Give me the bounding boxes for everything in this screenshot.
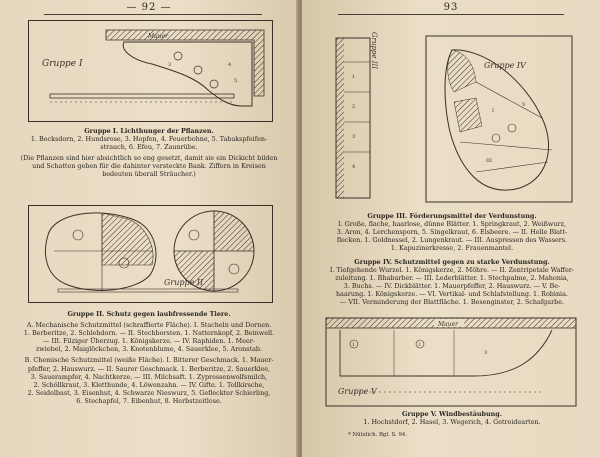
- page-number-left: — 92 —: [126, 2, 172, 13]
- caption-line: A. Mechanische Schutzmittel (schraffierte Fläche). I. Stacheln und Dornen.: [26, 321, 272, 330]
- caption-line: haarung. 1. Königskerze. — VI. Vertikal- und Schlafstellung. 1. Robinia.: [336, 290, 568, 299]
- svg-text:V: V: [522, 102, 526, 108]
- caption-title-3: Gruppe III. Förderungsmittel der Verdunstung.: [367, 212, 537, 220]
- footnote: * Nützlich. Bgl. S. 94.: [348, 432, 408, 438]
- caption-line: 3. Aron, 4. Lerchensporn, 5. Singelkraut, 6. Elsbeere. — II. Helle Blatt-: [336, 228, 568, 237]
- figure-group-1: [28, 20, 273, 122]
- caption-title-4: Gruppe IV. Schutzmittel gegen zu starke Verdunstung.: [354, 258, 550, 266]
- header-rule: [338, 14, 564, 15]
- caption-line: I. Große, flache, haarlose, dünne Blätter. 1. Springkraut, 2. Weißwurz,: [338, 220, 566, 229]
- right-page: [302, 0, 600, 457]
- group-label-5: Gruppe V: [338, 387, 377, 396]
- figure-group-5: [324, 316, 578, 408]
- caption-line: zwiebel, 2. Maiglöckchen, 3. Knotenblume, 4. Sauerklee, 5. Aronstab.: [35, 345, 263, 354]
- caption-title-1: Gruppe I. Lichthunger der Pflanzen.: [84, 127, 214, 135]
- caption-line: I. Tiefgehende Wurzel. 1. Königskerze, 2. Möhre. — II. Zentripetale Waffer-: [329, 266, 575, 275]
- svg-text:3: 3: [352, 134, 356, 140]
- wall-label-5: Mauer: [438, 321, 459, 328]
- caption-group-4: [310, 258, 594, 307]
- svg-text:4: 4: [228, 62, 232, 68]
- group-label-4: Gruppe IV: [484, 61, 526, 70]
- caption-group-2: [6, 310, 292, 405]
- caption-line: 3. Buchs. — IV. Dickblätter. 1. Mauerpfeffer, 2. Hauswurz. — V. Be-: [343, 282, 561, 291]
- caption-line: strauch, 6. Efeu, 7. Zaunrübe.: [100, 143, 198, 152]
- caption-line: 6. Stechapfel, 7. Eibenhut, 8. Herbstzeitlose.: [76, 396, 222, 405]
- caption-line: 1. Bocksdorn, 2. Hundsrose, 3. Hopfen, 4. Feuerbohne, 5. Tabakspfeifen-: [30, 135, 268, 144]
- caption-line: — III. Filziger Überzug. 1. Königskerze. — IV. Raphiden. 1. Meer-: [43, 337, 255, 346]
- caption-line: zuleitung. 1. Rhabarber. — III. Lederblätter. 1. Stechpalme, 2. Mahonia,: [335, 274, 569, 283]
- caption-group-3: [310, 212, 594, 252]
- caption-line: pfeffer, 2. Hauswurz. — II. Saurer Geschmack. 1. Berberitze, 2. Sauerklee,: [27, 364, 271, 373]
- svg-text:III: III: [486, 158, 492, 164]
- caption-group-5: [310, 410, 594, 426]
- note-line: bedeuten überall Sträucher.): [102, 170, 196, 179]
- note-line: und Schatten geben für die dahinter versteckte Bank. Ziffern in Kreisen: [32, 162, 266, 171]
- group-label-3: Gruppe III: [370, 32, 378, 70]
- figure-group-3: [326, 22, 576, 206]
- caption-line: 1. Berberitze, 2. Schlehdorn. — II. Stechborsten. 1. Natternkopf, 2. Beinwell.: [23, 329, 275, 338]
- svg-text:2: 2: [352, 104, 356, 110]
- caption-line: B. Chemische Schutzmittel (weiße Fläche). I. Bitterer Geschmack. 1. Mauer-: [24, 356, 274, 365]
- figure-group-2: [28, 205, 273, 303]
- caption-line: 2. Schöllkraut, 3. Kletthunde, 4. Löwenzahn. — IV. Gifte. 1. Tollkirsche,: [33, 380, 265, 389]
- caption-line: flecken. 1. Goldnessel, 2. Lungenkraut. — III. Auspressen des Wassers.: [336, 236, 568, 245]
- wall-label-1: Mauer: [148, 33, 169, 40]
- caption-line: — VII. Verminderung der Blattfläche. 1. Besenginster, 2. Schafgarbe.: [339, 298, 565, 307]
- svg-text:2: 2: [418, 343, 421, 348]
- header-rule: [44, 14, 262, 15]
- svg-text:1: 1: [352, 74, 356, 80]
- group-label-2: Gruppe II: [164, 278, 204, 287]
- svg-text:3: 3: [168, 62, 172, 68]
- caption-group-1: [8, 127, 290, 179]
- svg-text:4: 4: [352, 164, 356, 170]
- page-number-right: 93: [443, 2, 459, 13]
- left-page: [0, 0, 298, 457]
- svg-text:I: I: [492, 108, 494, 114]
- caption-title-2: Gruppe II. Schutz gegen laubfressende Tiere.: [67, 310, 231, 318]
- svg-text:1: 1: [352, 343, 355, 348]
- caption-title-5: Gruppe V. Windbestäubung.: [402, 410, 502, 418]
- group-label-1: Gruppe I: [42, 59, 83, 69]
- note-line: (Die Pflanzen sind hier absichtlich so eng gesetzt, damit sie ein Dickicht bilden: [20, 154, 278, 163]
- caption-line: 3. Sauerampfer, 4. Nachtkerze. — III. Milchsaft. 1. Zypressenwolfsmilch,: [30, 372, 268, 381]
- svg-text:5: 5: [234, 78, 238, 84]
- svg-text:3: 3: [484, 350, 488, 356]
- caption-line: 2. Seidelbast, 3. Eisenhut, 4. Schwarze Nieswurz, 5. Gefleckter Schierling,: [27, 388, 271, 397]
- caption-line: 1. Kapuzinerkresse, 2. Frauenmantel.: [390, 244, 514, 253]
- caption-line: 1. Hochstdorf, 2. Hasel, 3. Wegerich, 4. Getreidearten.: [363, 418, 541, 427]
